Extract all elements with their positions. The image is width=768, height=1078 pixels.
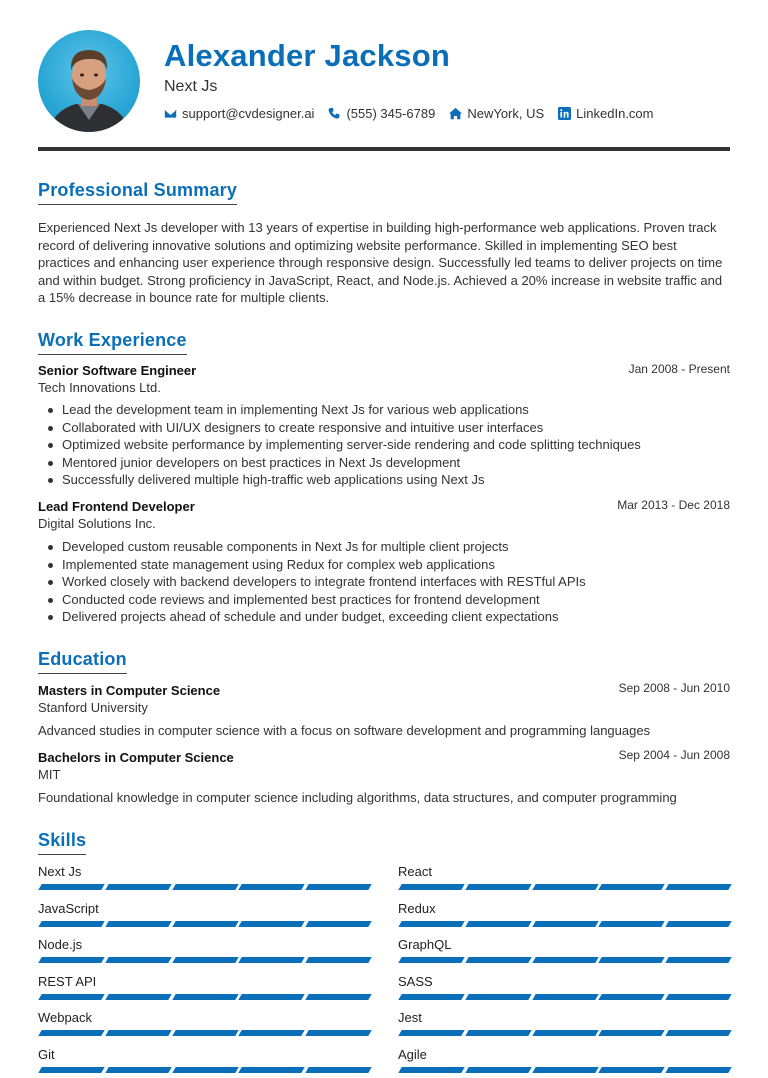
job-dates: Mar 2013 - Dec 2018 xyxy=(617,498,730,512)
list-item: Conducted code reviews and implemented best practices for frontend development xyxy=(44,591,724,609)
skill-level-bar xyxy=(40,1030,370,1036)
skill-level-segment xyxy=(239,884,305,890)
contact-phone[interactable] xyxy=(328,106,435,121)
skill-level-segment xyxy=(172,1067,238,1073)
skill-level-segment xyxy=(398,921,464,927)
skill-name: GraphQL xyxy=(398,937,452,952)
skill-level-segment xyxy=(465,994,531,1000)
summary-heading: Professional Summary xyxy=(38,180,237,205)
skill-name: JavaScript xyxy=(38,900,99,916)
skill-name: Webpack xyxy=(38,1010,92,1025)
skill-level-segment xyxy=(465,921,531,927)
degree-dates: Sep 2004 - Jun 2008 xyxy=(618,748,730,762)
contact-location-text: NewYork, US xyxy=(467,106,545,121)
skill-name: Next Js xyxy=(38,864,82,879)
degree-description: Advanced studies in computer science with a focus on software development and programming languages xyxy=(38,723,651,738)
skill-level-segment xyxy=(105,994,171,1000)
skill-name: Redux xyxy=(398,900,436,916)
skill-level-segment xyxy=(665,994,731,1000)
skill-level-segment xyxy=(665,884,731,890)
skill-level-segment xyxy=(172,957,238,963)
skill-level-segment xyxy=(465,1067,531,1073)
job-company: Tech Innovations Ltd. xyxy=(38,380,161,395)
linkedin-icon xyxy=(558,107,571,120)
contact-email[interactable] xyxy=(164,106,314,121)
skill-level-segment xyxy=(665,1067,731,1073)
skill-level-segment xyxy=(105,957,171,963)
skill-name: React xyxy=(398,864,432,879)
skill-level-segment xyxy=(38,994,104,1000)
skill-name: Jest xyxy=(398,1010,422,1025)
skill-level-segment xyxy=(105,921,171,927)
skill-level-segment xyxy=(305,1067,371,1073)
skill-level-segment xyxy=(398,1030,464,1036)
school-name: MIT xyxy=(38,767,61,782)
degree-title: Masters in Computer Science xyxy=(38,683,221,698)
degree-dates: Sep 2008 - Jun 2010 xyxy=(618,681,730,695)
person-icon xyxy=(38,30,140,132)
school-name: Stanford University xyxy=(38,700,148,715)
list-item: Worked closely with backend developers to integrate frontend interfaces with RESTful APIs xyxy=(44,573,724,591)
skill-level-segment xyxy=(599,994,665,1000)
skill-level-segment xyxy=(465,957,531,963)
skill-level-segment xyxy=(172,921,238,927)
list-item: Collaborated with UI/UX designers to create responsive and intuitive user interfaces xyxy=(44,419,724,437)
skill-level-segment xyxy=(665,1030,731,1036)
education-heading: Education xyxy=(38,649,127,674)
skill-level-segment xyxy=(398,1067,464,1073)
skill-level-segment xyxy=(38,957,104,963)
skill-level-segment xyxy=(172,1030,238,1036)
skill-level-segment xyxy=(172,994,238,1000)
envelope-icon xyxy=(164,107,177,120)
skill-level-segment xyxy=(665,921,731,927)
skill-level-segment xyxy=(665,957,731,963)
skill-level-segment xyxy=(532,1067,598,1073)
skill-level-segment xyxy=(398,957,464,963)
job-title: Senior Software Engineer xyxy=(38,363,197,378)
skill-level-segment xyxy=(398,884,464,890)
list-item: Optimized website performance by implementing server-side rendering and code splitting techniques xyxy=(44,436,724,454)
skill-name: Node.js xyxy=(38,937,83,952)
skill-level-segment xyxy=(599,1067,665,1073)
home-icon xyxy=(449,107,462,120)
skill-level-segment xyxy=(532,1030,598,1036)
skill-level-bar xyxy=(40,1067,370,1073)
skill-level-segment xyxy=(465,884,531,890)
skill-level-segment xyxy=(105,1030,171,1036)
candidate-name: Alexander Jackson xyxy=(164,38,450,73)
skill-level-bar xyxy=(400,921,730,927)
job-dates: Jan 2008 - Present xyxy=(628,362,730,376)
candidate-role: Next Js xyxy=(164,78,218,95)
skill-level-bar xyxy=(400,1030,730,1036)
contact-bar xyxy=(164,106,654,121)
job-title: Lead Frontend Developer xyxy=(38,499,195,514)
skill-name: Git xyxy=(38,1046,55,1062)
skills-heading: Skills xyxy=(38,830,86,855)
contact-linkedin[interactable] xyxy=(558,106,653,121)
skill-level-bar xyxy=(400,884,730,890)
job-bullets xyxy=(44,538,724,626)
skill-level-segment xyxy=(239,1067,305,1073)
job-bullets xyxy=(44,401,724,489)
skill-level-segment xyxy=(105,884,171,890)
skill-level-segment xyxy=(239,1030,305,1036)
work-heading: Work Experience xyxy=(38,330,187,355)
skill-level-segment xyxy=(599,1030,665,1036)
list-item: Mentored junior developers on best practices in Next Js development xyxy=(44,454,724,472)
skill-level-segment xyxy=(239,994,305,1000)
skill-level-bar xyxy=(40,921,370,927)
resume-header xyxy=(38,30,730,134)
skill-level-segment xyxy=(465,1030,531,1036)
skill-level-bar xyxy=(40,957,370,963)
list-item: Successfully delivered multiple high-traffic web applications using Next Js xyxy=(44,471,724,489)
degree-title: Bachelors in Computer Science xyxy=(38,750,234,765)
skill-level-segment xyxy=(305,921,371,927)
header-divider xyxy=(38,147,730,151)
job-company: Digital Solutions Inc. xyxy=(38,516,156,531)
profile-photo xyxy=(38,30,140,132)
degree-description: Foundational knowledge in computer science including algorithms, data structures, and computer programming xyxy=(38,790,677,805)
contact-linkedin-text: LinkedIn.com xyxy=(576,106,654,121)
skill-level-segment xyxy=(38,1067,104,1073)
list-item: Developed custom reusable components in Next Js for multiple client projects xyxy=(44,538,724,556)
skill-level-segment xyxy=(599,921,665,927)
skill-level-segment xyxy=(239,957,305,963)
skill-level-segment xyxy=(38,884,104,890)
skill-name: REST API xyxy=(38,973,97,989)
contact-phone-text: (555) 345-6789 xyxy=(346,106,436,121)
skill-name: SASS xyxy=(398,973,433,989)
skill-level-segment xyxy=(532,921,598,927)
skill-level-segment xyxy=(305,957,371,963)
summary-text: Experienced Next Js developer with 13 years of expertise in building high-performance web applications. Proven track record of delivering innovative solutions and optimizing website performance. Skilled in implementing SEO best practices and enhancing user experience through responsive design. Successfully led teams to deliver projects on time and within budget. Strong proficiency in JavaScript, React, and Node.js. Achieved a 20% increase in website traffic and a 15% decrease in bounce rate for multiple clients. xyxy=(38,220,723,305)
skill-level-bar xyxy=(400,1067,730,1073)
skill-level-bar xyxy=(40,994,370,1000)
skill-level-segment xyxy=(305,994,371,1000)
skill-level-bar xyxy=(400,994,730,1000)
skill-name: Agile xyxy=(398,1046,427,1062)
list-item: Implemented state management using Redux for complex web applications xyxy=(44,556,724,574)
skill-level-bar xyxy=(400,957,730,963)
skill-level-segment xyxy=(532,994,598,1000)
skill-level-segment xyxy=(105,1067,171,1073)
skill-level-segment xyxy=(398,994,464,1000)
skill-level-segment xyxy=(38,1030,104,1036)
contact-email-text: support@cvdesigner.ai xyxy=(182,106,315,121)
list-item: Lead the development team in implementing Next Js for various web applications xyxy=(44,401,724,419)
skill-level-segment xyxy=(532,884,598,890)
skill-level-segment xyxy=(239,921,305,927)
phone-icon xyxy=(328,107,341,120)
skill-level-segment xyxy=(305,1030,371,1036)
skill-level-segment xyxy=(38,921,104,927)
skill-level-segment xyxy=(172,884,238,890)
skill-level-bar xyxy=(40,884,370,890)
list-item: Delivered projects ahead of schedule and under budget, exceeding client expectations xyxy=(44,608,724,626)
skill-level-segment xyxy=(599,884,665,890)
skill-level-segment xyxy=(532,957,598,963)
contact-location xyxy=(449,106,544,121)
skill-level-segment xyxy=(305,884,371,890)
skill-level-segment xyxy=(599,957,665,963)
